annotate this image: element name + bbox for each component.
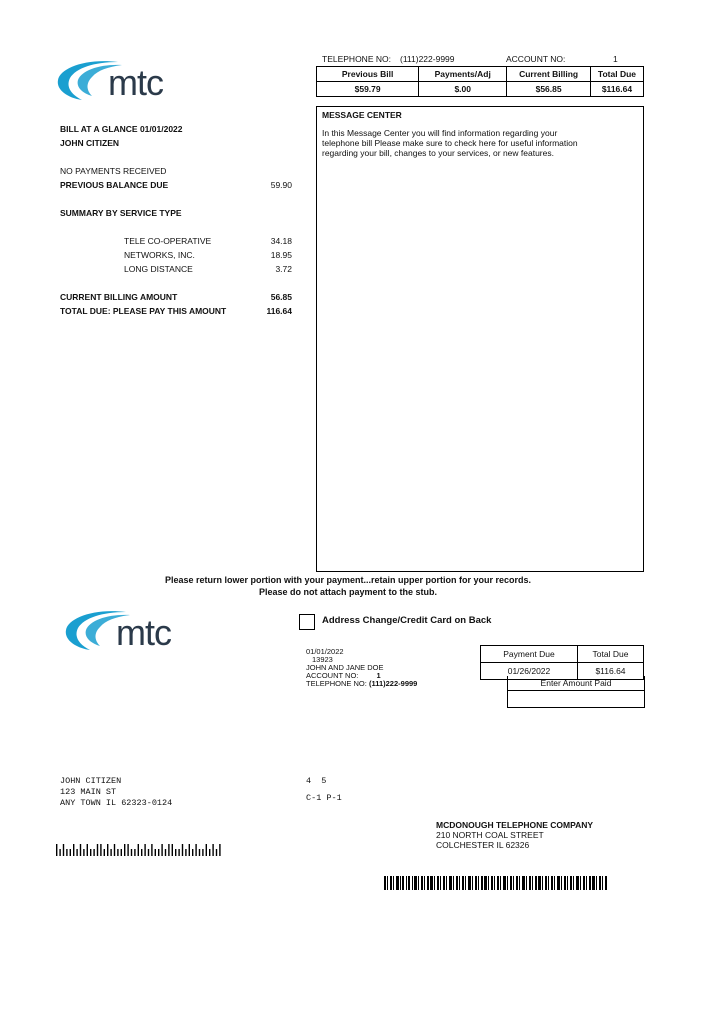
previous-balance-label: PREVIOUS BALANCE DUE xyxy=(60,180,169,190)
stub-names: JOHN AND JANE DOE xyxy=(306,663,384,672)
account-value: 1 xyxy=(613,54,618,64)
stub-code: 13923 xyxy=(312,655,333,664)
message-center-title: MESSAGE CENTER xyxy=(322,110,402,120)
customer-address xyxy=(60,776,172,809)
col-total-due: Total Due xyxy=(590,67,643,82)
value-payments-adj: $.00 xyxy=(419,82,507,97)
service-amount: 18.95 xyxy=(270,250,292,260)
payment-due-label: Payment Due xyxy=(481,646,578,663)
current-billing-value: 56.85 xyxy=(270,292,292,302)
service-name: NETWORKS, INC. xyxy=(124,250,195,260)
total-due-label: Total Due xyxy=(578,646,644,663)
message-center-box xyxy=(316,106,644,572)
current-billing-label: CURRENT BILLING AMOUNT xyxy=(60,292,178,302)
message-center-body: In this Message Center you will find information regarding your telephone bill Please make sure to check here for useful information regarding your bill, changes to your services, or new features. xyxy=(322,128,578,158)
service-name: TELE CO-OPERATIVE xyxy=(124,236,212,246)
logo-text: mtc xyxy=(116,612,171,653)
col-previous-bill: Previous Bill xyxy=(317,67,419,82)
company-logo-top xyxy=(56,56,176,106)
service-amount: 3.72 xyxy=(275,264,292,274)
glance-title: BILL AT A GLANCE 01/01/2022 xyxy=(60,124,183,134)
postal-barcode xyxy=(56,843,226,855)
return-notice-line2: Please do not attach payment to the stub. xyxy=(258,587,438,597)
telephone-label: TELEPHONE NO: xyxy=(322,54,391,64)
stub-details xyxy=(306,648,417,688)
account-label: ACCOUNT NO: xyxy=(506,54,566,64)
scan-barcode xyxy=(384,876,610,895)
stub-code-line1: 4 5 xyxy=(306,776,327,786)
total-due-label: TOTAL DUE: PLEASE PAY THIS AMOUNT xyxy=(60,306,227,316)
payment-due-table xyxy=(480,645,644,680)
logo-text: mtc xyxy=(108,62,163,103)
postal-barcode-graphic xyxy=(56,844,226,856)
scan-barcode-graphic xyxy=(384,876,610,890)
stub-account-value: 1 xyxy=(376,671,381,680)
address-change-label: Address Change/Credit Card on Back xyxy=(322,615,492,626)
stub-telephone-label: TELEPHONE NO: xyxy=(306,679,367,688)
customer-name: JOHN CITIZEN xyxy=(60,138,120,148)
value-previous-bill: $59.79 xyxy=(317,82,419,97)
col-payments-adj: Payments/Adj xyxy=(419,67,507,82)
telephone-value: (111)222-9999 xyxy=(400,54,455,64)
table-row xyxy=(317,82,644,97)
table-header-row xyxy=(317,67,644,82)
summary-title: SUMMARY BY SERVICE TYPE xyxy=(60,208,182,218)
value-current-billing: $56.85 xyxy=(507,82,591,97)
address-change-checkbox[interactable] xyxy=(299,614,315,630)
service-name: LONG DISTANCE xyxy=(124,264,193,274)
table-header-row xyxy=(481,646,644,663)
customer-address-city: ANY TOWN IL 62323-0124 xyxy=(60,798,173,808)
value-total-due: $116.64 xyxy=(590,82,643,97)
amount-paid-field[interactable] xyxy=(507,690,645,708)
total-due-value: $116.64 xyxy=(578,663,644,680)
company-city: COLCHESTER IL 62326 xyxy=(436,840,530,850)
col-current-billing: Current Billing xyxy=(507,67,591,82)
company-logo-stub xyxy=(62,606,186,656)
company-name: MCDONOUGH TELEPHONE COMPANY xyxy=(436,820,594,830)
total-due-value: 116.64 xyxy=(266,306,292,316)
billing-summary-table xyxy=(316,66,644,97)
stub-code-line2: C-1 P-1 xyxy=(306,793,342,803)
company-street: 210 NORTH COAL STREET xyxy=(436,830,544,840)
company-address xyxy=(436,820,593,850)
enter-amount-label: Enter Amount Paid xyxy=(507,676,645,691)
payment-due-value: 01/26/2022 xyxy=(481,663,578,680)
previous-balance-value: 59.90 xyxy=(270,180,292,190)
stub-date: 01/01/2022 xyxy=(306,647,344,656)
service-amount: 34.18 xyxy=(270,236,292,246)
stub-account-label: ACCOUNT NO: xyxy=(306,671,359,680)
customer-address-street: 123 MAIN ST xyxy=(60,787,117,797)
customer-address-name: JOHN CITIZEN xyxy=(60,776,122,786)
stub-telephone-value: (111)222-9999 xyxy=(368,679,418,688)
return-notice-line1: Please return lower portion with your payment...retain upper portion for your records. xyxy=(164,575,532,585)
stub-telephone xyxy=(306,680,417,688)
no-payments-text: NO PAYMENTS RECEIVED xyxy=(60,166,167,176)
